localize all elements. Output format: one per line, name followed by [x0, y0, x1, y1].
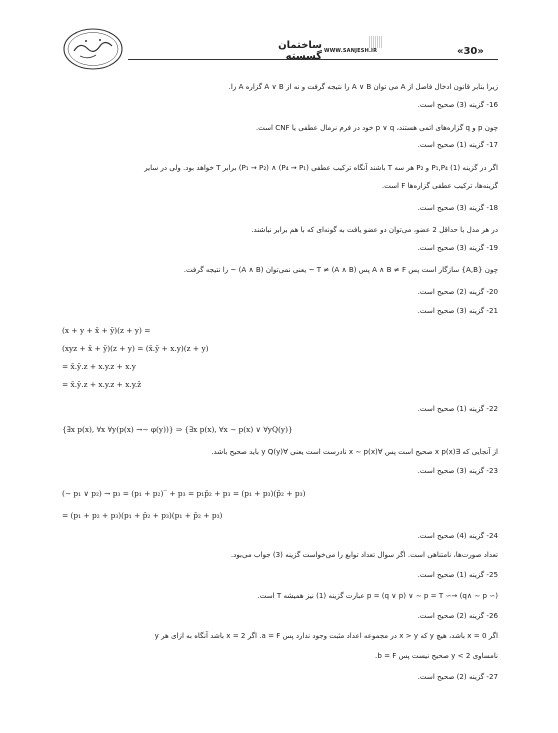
- formula: (xyz + x̄ + ȳ)(z + y) = (x̄.ȳ + x.y)(z + y): [62, 344, 209, 353]
- paragraph: زیرا بنابر قانون ادخال فاصل از A می توان A ∨ B را نتیجه گرفت و نه از A ∨ B گزاره A را.: [228, 82, 498, 91]
- header-title: ساختمان گسسته: [278, 40, 322, 62]
- barcode-icon: [369, 36, 383, 48]
- answer-heading: 21- گزینه (3) صحیح است.: [417, 306, 498, 315]
- paragraph: تعداد صورت‌ها، نامتناهی است. اگر سوال تعداد توابع را می‌خواست گزینه (3) جواب می‌بود.: [230, 550, 498, 559]
- answer-heading: 24- گزینه (4) صحیح است.: [417, 531, 498, 540]
- formula: = (p₁ + p₂ + p₃)(p₁ + p̄₂ + p₃)(p₁ + p̄₂ + p₃): [62, 511, 223, 520]
- paragraph: اگر در گزینه (1) P₁,P₄ و P₂ هر سه T باشند آنگاه ترکیب عطفی (P₄ → P₁) ∧ (P₁ → P₂) برابر T خواهد بود. ولی در سایر: [144, 163, 498, 172]
- page-number: «30»: [457, 46, 484, 57]
- paragraph: چون p و q گزاره‌های اتمی هستند، p ∨ q خود در فرم نرمال عطفی یا CNF است.: [255, 123, 498, 132]
- answer-heading: 27- گزینه (2) صحیح است.: [417, 672, 498, 681]
- answer-heading: 25- گزینه (1) صحیح است.: [417, 570, 498, 579]
- answer-heading: 19- گزینه (3) صحیح است.: [417, 243, 498, 252]
- header-site: WWW.SANJESH.IR: [324, 48, 378, 54]
- paragraph: اگر x = 0 باشد، هیچ y که x > y در مجموعه اعداد مثبت وجود ندارد پس a = F. اگر x = 2 باشد آنگاه به ازای هر y: [154, 631, 498, 640]
- answer-heading: 20- گزینه (2) صحیح است.: [417, 287, 498, 296]
- paragraph: از آنجایی که ∃x p(x) صحیح است پس ∀x ∼ p(x) نادرست است یعنی ∀y Q(y) باید صحیح باشد.: [211, 447, 498, 456]
- answer-heading: 26- گزینه (2) صحیح است.: [417, 611, 498, 620]
- answer-heading: 17- گزینه (1) صحیح است.: [417, 140, 498, 149]
- formula: (∼ p₁ ∨ p₂) → p₃ = (p₁ + p₂)‾ + p₃ = p₁p̄₂ + p₃ = (p₁ + p₃)(p̄₂ + p₃): [62, 489, 306, 498]
- answer-heading: 23- گزینه (3) صحیح است.: [417, 466, 498, 475]
- paragraph: (∼ q∧ ∼ p) →∼ p = (q ∨ p) ∨ ∼ p = T عبارت گزینه (1) نیز همیشه T است.: [257, 591, 498, 600]
- paragraph: گزینه‌ها، ترکیب عطفی گزاره‌ها F است.: [381, 181, 498, 190]
- sanjesh-logo: [62, 26, 124, 72]
- formula: {∃x p(x), ∀x ∀y(p(x) →∼ φ(y))} ⇒ {∃x p(x), ∀x ∼ p(x) ∨ ∀yQ(y)}: [62, 425, 293, 434]
- paragraph: در هر مدل با حداقل 2 عضو، می‌توان دو عضو یافت به گونه‌ای که با هم برابر نباشند.: [251, 225, 498, 234]
- formula: (x + y + x̄ + ȳ)(z + y) =: [62, 326, 151, 335]
- answer-heading: 18- گزینه (3) صحیح است.: [417, 203, 498, 212]
- paragraph: نامساوی 2 > y صحیح نیست پس b = F.: [375, 651, 498, 660]
- paragraph: چون {A,B} سازگار است پس A ∧ B ≠ F پس T ≠ (A ∧ B) ~ یعنی نمی‌توان (A ∧ B) ~ را نتیجه گرفت.: [183, 265, 498, 274]
- page-header: [62, 26, 498, 76]
- answer-heading: 22- گزینه (1) صحیح است.: [417, 404, 498, 413]
- formula: = x̄.ȳ.z + x.y.z + x.y.z̄: [62, 380, 142, 389]
- formula: = x̄.ȳ.z + x.y.z + x.y: [62, 362, 136, 371]
- answer-heading: 16- گزینه (3) صحیح است.: [417, 100, 498, 109]
